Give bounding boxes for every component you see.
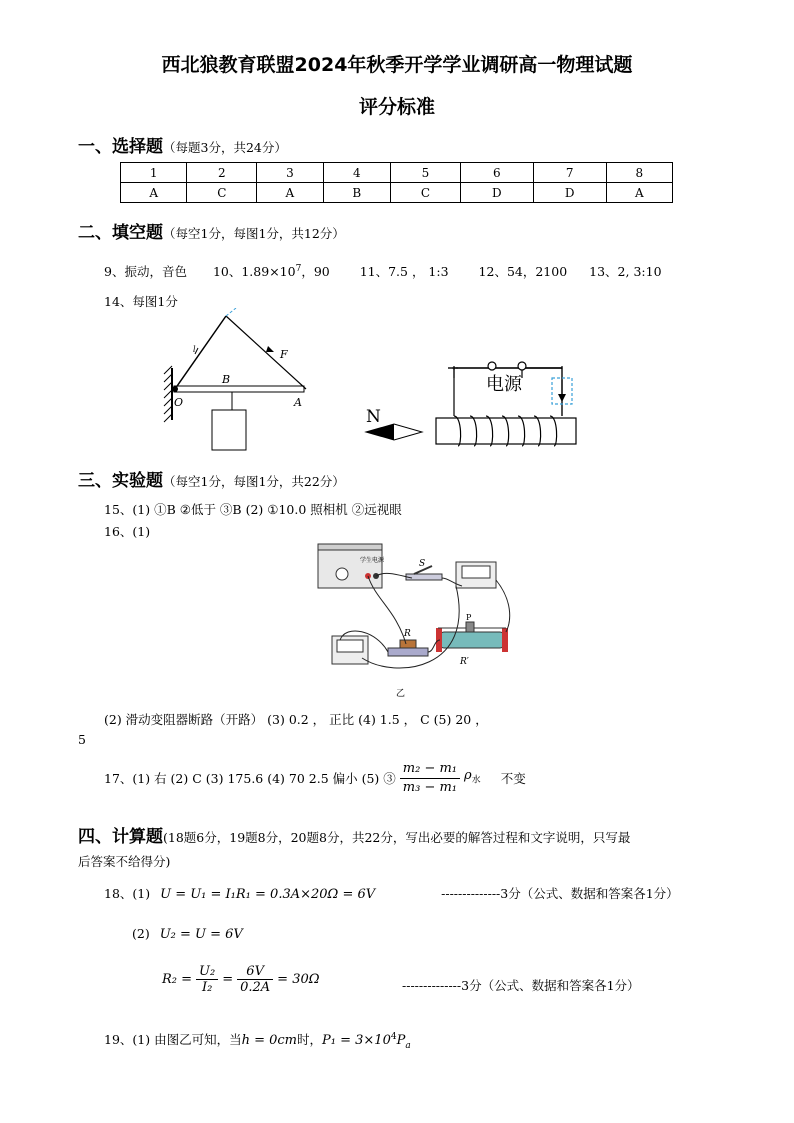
figure-caption: 乙 [396, 689, 406, 699]
q19-part1 [104, 1030, 411, 1051]
q18-part2-label: (2) [132, 926, 150, 941]
section4-title: 四、计算题 [78, 827, 163, 847]
solenoid-diagram [362, 356, 584, 450]
q13-answer: 13、2, 3:10 [589, 264, 662, 279]
wall-hatch [164, 366, 172, 422]
q19-mid: 时， [297, 1032, 323, 1047]
q9-answer: 9、振动，音色 [104, 264, 187, 279]
q19-equation-base: P₁ = 3×10 [322, 1033, 391, 1048]
section2-title: 二、填空题 [78, 223, 163, 243]
supply-label: 学生电源 [360, 557, 385, 564]
section3-title: 三、实验题 [78, 471, 163, 491]
resistor-label: R [404, 629, 411, 639]
q18-fraction-2-numerator: 6V [237, 964, 273, 980]
q18-part1-label: 18、(1) [104, 886, 151, 901]
section4-note: (18题6分，19题8分，20题8分，共22分，写出必要的解答过程和文字说明，只写最 [163, 830, 631, 845]
q14-label: 14、每图1分 [104, 294, 178, 309]
terminal-right [518, 362, 526, 370]
q19-unit-subscript: a [405, 1040, 411, 1051]
lever-diagram [160, 308, 320, 454]
section1-heading [78, 132, 287, 157]
page-subtitle: 评分标准 [358, 96, 435, 118]
q18-fraction-1 [196, 964, 218, 995]
q19-unit: P [396, 1033, 406, 1048]
q19-equation [322, 1032, 411, 1051]
q17-rho [464, 767, 481, 790]
pivot-label: O [174, 396, 184, 409]
power-supply [318, 544, 385, 588]
rheostat [436, 613, 508, 667]
weight-block [212, 410, 246, 450]
q18-fraction-2 [237, 964, 273, 995]
lever-arm [175, 316, 226, 389]
q17-fraction-denominator: m₃ − m₁ [402, 780, 458, 795]
q18-part2-equation: U₂ = U = 6V [159, 927, 243, 942]
q16-answers-wrap: 5 [78, 732, 86, 747]
q15-answer: 15、(1) ①B ②低于 ③B (2) ①10.0 照相机 ②远视眼 [104, 502, 402, 517]
section1-note: （每题3分，共24分） [163, 140, 287, 155]
force-extension [226, 308, 236, 316]
section3-heading [78, 466, 345, 491]
section1-title: 一、选择题 [78, 137, 163, 157]
q10-suffix: ，90 [301, 264, 330, 279]
end-label: A [294, 396, 302, 409]
slider-label: P [466, 613, 472, 622]
question-number-cell: 2 [187, 163, 257, 183]
q17-end: 不变 [500, 770, 526, 786]
q18-part3-rhs: = 30Ω [277, 972, 320, 987]
voltmeter-top [456, 562, 496, 588]
section3-note: （每空1分，每图1分，共22分） [163, 474, 345, 489]
answer-cell: A [606, 183, 672, 203]
q18-part1 [104, 884, 679, 902]
q18-part1-score: --------------3分（公式、数据和答案各1分） [441, 886, 679, 901]
question-number-cell: 4 [323, 163, 390, 183]
question-number-cell: 5 [390, 163, 460, 183]
section4-heading [78, 822, 630, 847]
force-arrow [266, 346, 274, 352]
answer-cell: D [460, 183, 533, 203]
q18-part3-lhs: R₂ = [162, 972, 193, 987]
question-number-cell: 7 [533, 163, 606, 183]
q18-equals: = [222, 972, 234, 987]
q19-exponent: 4 [390, 1031, 397, 1042]
switch [406, 559, 442, 580]
question-number-cell: 6 [460, 163, 533, 183]
circuit-experiment-diagram [316, 540, 516, 700]
q12-answer: 12、54，2100 [478, 264, 568, 279]
q16-label: 16、(1) [104, 524, 151, 539]
q17-parts: 17、(1) 右 (2) C (3) 175.6 (4) 70 2.5 偏小 (5) ③ [104, 770, 396, 786]
answer-cell: C [390, 183, 460, 203]
ammeter-left [332, 636, 368, 664]
switch-label: S [419, 559, 426, 569]
q10-exponent: 7 [295, 263, 302, 274]
q10-base: 10、1.89×10 [212, 264, 296, 279]
q18-fraction-2-denominator: 0.2A [240, 980, 271, 995]
section2-heading [78, 218, 345, 243]
q17-rho-subscript: 水 [471, 775, 481, 786]
q18-part3-score: --------------3分（公式、数据和答案各1分） [402, 978, 640, 993]
q18-part3 [162, 964, 320, 995]
terminal-left [488, 362, 496, 370]
q18-fraction-1-numerator: U₂ [196, 964, 218, 980]
q19-prefix: 19、(1) 由图乙可知，当 [104, 1032, 242, 1047]
current-arrow-head [558, 394, 566, 402]
force-line [226, 316, 306, 389]
question-number-cell: 1 [121, 163, 187, 183]
section4-note-wrap: 后答案不给得分) [78, 854, 171, 869]
bar-label: B [222, 373, 231, 386]
section2-note: （每空1分，每图1分，共12分） [163, 226, 345, 241]
lever-bar [174, 386, 304, 392]
q10-answer [213, 262, 330, 280]
question-number-cell: 3 [257, 163, 323, 183]
force-label: F [280, 348, 288, 361]
answer-table-answer-row [121, 183, 673, 203]
q18-part2 [132, 926, 243, 942]
question-number-cell: 8 [606, 163, 672, 183]
q18-fraction-1-denominator: I₂ [201, 980, 213, 995]
q17-density-fraction [400, 760, 460, 797]
north-label: N [366, 407, 381, 427]
q19-condition: h = 0cm [241, 1033, 298, 1048]
answer-cell: A [121, 183, 187, 203]
q16-answers: (2) 滑动变阻器断路（开路） (3) 0.2 ， 正比 (4) 1.5 ， C (5) 20 ， [104, 712, 488, 727]
q11-answer: 11、7.5 ， 1:3 [359, 264, 449, 279]
q18-part1-equation: U = U₁ = I₁R₁ = 0.3A×20Ω = 6V [160, 887, 376, 902]
arm-label: l [193, 345, 196, 354]
answer-cell: B [323, 183, 390, 203]
rheostat-label: R′ [460, 657, 469, 667]
answer-cell: D [533, 183, 606, 203]
answer-table [120, 162, 673, 203]
q17-answer [104, 760, 526, 797]
fill-answers-line [104, 262, 662, 280]
q17-rho-symbol: ρ [464, 768, 472, 784]
answer-cell: A [257, 183, 323, 203]
q17-fraction-numerator: m₂ − m₁ [400, 760, 460, 779]
resistor [388, 629, 428, 656]
answer-cell: C [187, 183, 257, 203]
wire-right [522, 368, 562, 416]
power-label: 电源 [486, 374, 522, 395]
answer-table-number-row [121, 163, 673, 183]
page-title: 西北狼教育联盟2024年秋季开学学业调研高一物理试题 [161, 54, 633, 76]
